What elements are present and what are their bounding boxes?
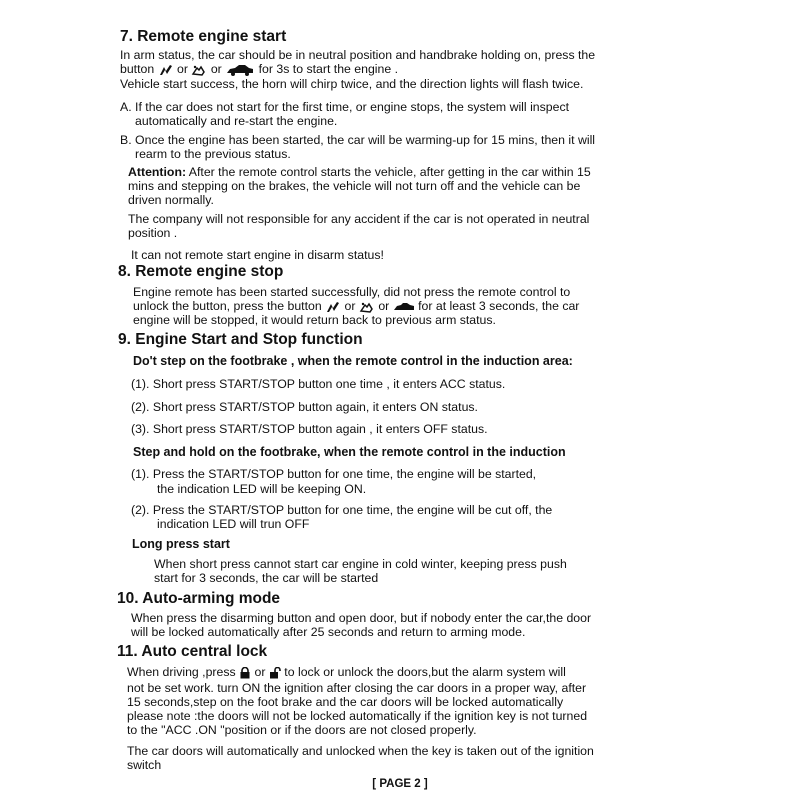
s11-line-1 [127, 665, 566, 680]
s7-line-3: Vehicle start success, the horn will chirp twice, and the direction lights will flash twice. [120, 77, 584, 91]
s7-item-a-2: automatically and re-start the engine. [135, 114, 338, 128]
s8-text-or-2: or [378, 299, 390, 313]
s9-long-press-2: start for 3 seconds, the car will be started [154, 571, 379, 585]
s9-item-3: (3). Short press START/STOP button again , it enters OFF status. [131, 422, 488, 436]
lock-icon [239, 667, 251, 679]
car-icon [393, 302, 415, 312]
s11-line-2: not be set work. turn ON the ignition after closing the car doors in a proper way, after [127, 681, 587, 695]
section-9-heading: 9. Engine Start and Stop function [118, 331, 363, 348]
s7-text-button: button [120, 62, 155, 76]
s7-text-3s: for 3s to start the engine . [258, 62, 399, 76]
s9-long-press-1: When short press cannot start car engine in cold winter, keeping press push [154, 557, 567, 571]
s8-text-unlock: unlock the button, press the button [133, 299, 322, 313]
s9-item-1: (1). Short press START/STOP button one time , it enters ACC status. [131, 377, 506, 391]
s11-text-lock-unlock: to lock or unlock the doors,but the alarm system will [284, 665, 566, 679]
s8-text-or-1: or [344, 299, 356, 313]
s7-item-b-2: rearm to the previous status. [135, 147, 291, 161]
s9-subheading-2: Step and hold on the footbrake, when the remote control in the induction [133, 445, 566, 459]
s7-attention-1 [128, 165, 591, 180]
s11-text-or: or [254, 665, 266, 679]
s11-line-6: The car doors will automatically and unlocked when the key is taken out of the ignition [127, 744, 594, 758]
s7-item-a-1: A. If the car does not start for the first time, or engine stops, the system will inspect [120, 100, 570, 114]
s11-line-3: 15 seconds,step on the foot brake and the car doors will be locked automatically [127, 695, 564, 709]
section-7-heading: 7. Remote engine start [120, 28, 287, 45]
s9-step-2b: indication LED will trun OFF [157, 517, 310, 531]
s7-text-or-2: or [210, 62, 222, 76]
section-8-heading: 8. Remote engine stop [118, 263, 284, 280]
s11-text-press: When driving ,press [127, 665, 236, 679]
s7-text-or-1: or [177, 62, 188, 76]
s11-line-7: switch [127, 758, 162, 772]
s9-step-2a: (2). Press the START/STOP button for one time, the engine will be cut off, the [131, 503, 553, 517]
car-icon [225, 64, 255, 76]
s9-subheading-1: Do't step on the footbrake , when the remote control in the induction area: [133, 354, 573, 368]
trunk-icon [191, 64, 207, 76]
s10-line-2: will be locked automatically after 25 seconds and return to arming mode. [131, 625, 526, 639]
arm-icon [325, 301, 341, 313]
trunk-icon [359, 301, 375, 313]
s9-item-2: (2). Short press START/STOP button again, it enters ON status. [131, 400, 478, 414]
s9-step-1b: the indication LED will be keeping ON. [157, 482, 367, 496]
s8-line-2 [133, 299, 579, 314]
page-number: [ PAGE 2 ] [372, 778, 428, 790]
unlock-icon [269, 667, 281, 679]
s9-step-1a: (1). Press the START/STOP button for one time, the engine will be started, [131, 467, 537, 481]
s8-line-3: engine will be stopped, it would return back to previous arm status. [133, 313, 496, 327]
s7-company-2: position . [128, 226, 178, 240]
s7-line-2 [120, 62, 398, 77]
s10-line-1: When press the disarming button and open door, but if nobody enter the car,the door [131, 611, 592, 625]
arm-icon [158, 64, 174, 76]
attention-text: After the remote control starts the vehicle, after getting in the car within 15 [186, 165, 591, 179]
s7-disarm-note: It can not remote start engine in disarm status! [131, 248, 384, 262]
s7-item-b-1: B. Once the engine has been started, the car will be warming-up for 15 mins, then it will [120, 133, 596, 147]
s7-company-1: The company will not responsible for any accident if the car is not operated in neutral [128, 212, 590, 226]
s8-line-1: Engine remote has been started successfully, did not press the remote control to [133, 285, 571, 299]
s8-text-3s: for at least 3 seconds, the car [418, 299, 580, 313]
s9-subheading-3: Long press start [132, 537, 230, 551]
section-11-heading: 11. Auto central lock [117, 643, 268, 660]
section-10-heading: 10. Auto-arming mode [117, 590, 281, 607]
s11-line-5: to the "ACC .ON "position or if the doors are not closed properly. [127, 723, 477, 737]
s7-line-1: In arm status, the car should be in neutral position and handbrake holding on, press the [120, 48, 596, 62]
s7-attention-2: mins and stepping on the brakes, the vehicle will not turn off and the vehicle can be [128, 179, 581, 193]
attention-label: Attention: [128, 165, 187, 179]
s11-line-4: please note :the doors will not be locked automatically if the ignition key is not turned [127, 709, 588, 723]
s7-attention-3: driven normally. [128, 193, 214, 207]
